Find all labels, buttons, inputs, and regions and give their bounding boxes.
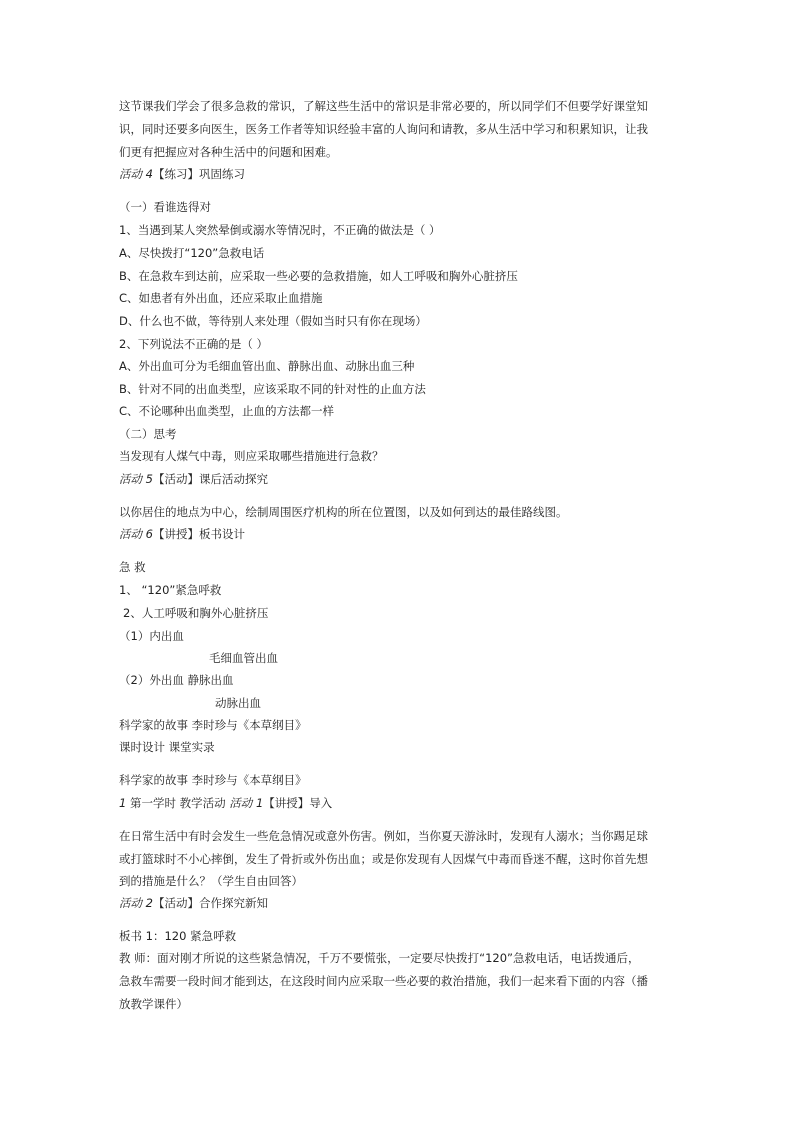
lesson-heading (119, 795, 332, 811)
activity-label: 活动 5 (119, 472, 153, 486)
text-line: 们更有把握应对各种生活中的问题和困难。 (119, 145, 338, 159)
board-title: 急 救 (119, 560, 146, 574)
board-line: 1、 “120”紧急呼救 (119, 583, 222, 597)
text-line: 这节课我们学会了很多急救的常识，了解这些生活中的常识是非常必要的，所以同学们不但要学好课堂知 (119, 99, 648, 113)
board-line: （2）外出血 静脉出血 (119, 673, 234, 687)
text-line: 在日常生活中有时会发生一些危急情况或意外伤害。例如，当你夏天游泳时，发现有人溺水；当你踢足球 (119, 829, 648, 843)
activity-label: 活动 2 (119, 896, 153, 910)
lesson-period: 第一学时 教学活动 (129, 796, 230, 810)
section-heading: （二）思考 (119, 427, 177, 441)
text-line: 以你居住的地点为中心，绘制周围医疗机构的所在位置图，以及如何到达的最佳路线图。 (119, 505, 568, 519)
option: A、外出血可分为毛细血管出血、静脉出血、动脉出血三种 (119, 359, 415, 373)
activity-heading (119, 166, 245, 182)
lesson-number: 1 (119, 796, 127, 810)
option: B、在急救车到达前，应采取一些必要的急救措施，如人工呼吸和胸外心脏挤压 (119, 269, 518, 283)
activity-heading (119, 526, 245, 542)
text-line: 到的措施是什么？（学生自由回答） (119, 874, 303, 888)
board-line: 毛细血管出血 (209, 651, 278, 665)
question: 1、当遇到某人突然晕倒或溺水等情况时，不正确的做法是（ ） (119, 223, 441, 237)
activity-label: 活动 1 (229, 796, 264, 810)
option: B、针对不同的出血类型，应该采取不同的针对性的止血方法 (119, 382, 426, 396)
activity-title: 【讲授】导入 (263, 796, 333, 810)
text-line: 课时设计 课堂实录 (119, 740, 215, 754)
option: A、尽快拨打“120”急救电话 (119, 246, 265, 260)
text-line: 识，同时还要多向医生，医务工作者等知识经验丰富的人询问和请教，多从生活中学习和积累知识，让我 (119, 122, 648, 136)
board-line: （1）内出血 (119, 629, 184, 643)
activity-heading (119, 471, 268, 487)
text-line: 放教学课件） (119, 997, 188, 1011)
activity-label: 活动 4 (119, 167, 153, 181)
activity-heading (119, 895, 268, 911)
text-line: 或打篮球时不小心摔倒，发生了骨折或外伤出血；或是你发现有人因煤气中毒而昏迷不醒，这时你首先想 (119, 852, 648, 866)
text-line: 科学家的故事 李时珍与《本草纲目》 (119, 773, 307, 787)
activity-label: 活动 6 (119, 527, 153, 541)
activity-title: 【活动】课后活动探究 (152, 472, 268, 486)
question: 2、下列说法不正确的是（ ） (119, 337, 268, 351)
text-line: 当发现有人煤气中毒，则应采取哪些措施进行急救？ (119, 449, 384, 463)
board-line: 2、人工呼吸和胸外心脏挤压 (123, 606, 269, 620)
text-line: 急救车需要一段时间才能到达，在这段时间内应采取一些必要的救治措施，我们一起来看下面的内容（播 (119, 974, 648, 988)
activity-title: 【讲授】板书设计 (152, 527, 245, 541)
option: C、如患者有外出血，还应采取止血措施 (119, 291, 323, 305)
text-line: 科学家的故事 李时珍与《本草纲目》 (119, 718, 307, 732)
text-line: 教 师：面对刚才所说的这些紧急情况，千万不要慌张，一定要尽快拨打“120”急救电话，电话拨通后， (119, 951, 640, 965)
board-note: 板书 1：120 紧急呼救 (119, 929, 237, 943)
activity-title: 【活动】合作探究新知 (152, 896, 268, 910)
activity-title: 【练习】巩固练习 (152, 167, 245, 181)
board-line: 动脉出血 (215, 696, 261, 710)
option: D、什么也不做，等待别人来处理（假如当时只有你在现场） (119, 314, 427, 328)
option: C、不论哪种出血类型，止血的方法都一样 (119, 404, 335, 418)
section-heading: （一）看谁选得对 (119, 200, 211, 214)
